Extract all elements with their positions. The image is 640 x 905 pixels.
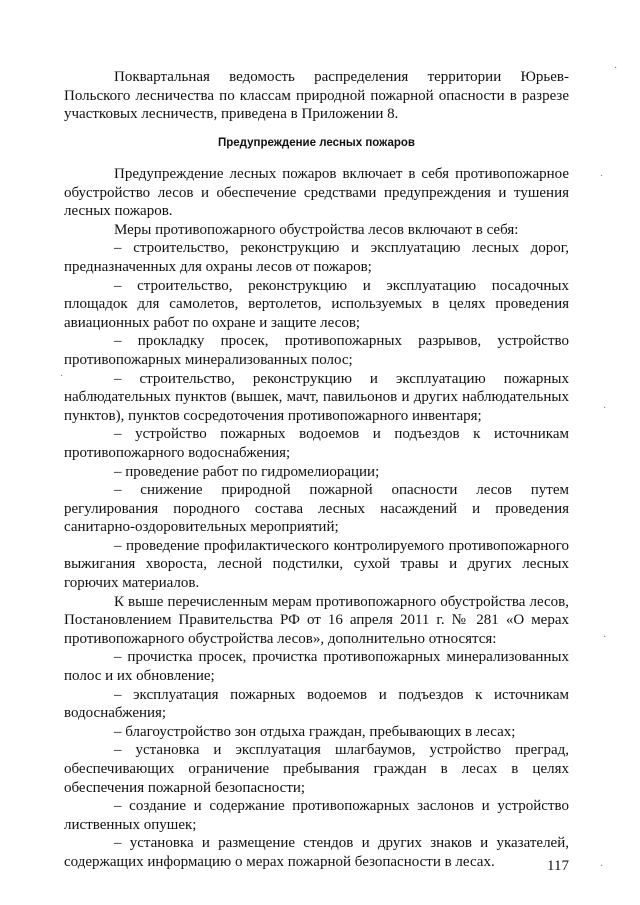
body-text (64, 165, 569, 872)
list-item: – строительство, реконструкцию и эксплуатацию посадочных площадок для самолетов, вертолетов, используемых в целях проведения авиационных работ по охране и защите лесов; (64, 277, 569, 331)
intro-block (64, 68, 569, 124)
list-item: – проведение профилактического контролируемого противопожарного выжигания хвороста, лесной подстилки, сухой травы и других лесных горючих материалов. (64, 537, 569, 592)
list-item: – строительство, реконструкцию и эксплуатацию пожарных наблюдательных пунктов (вышек, мачт, павильонов и других наблюдательных пунктов), пунктов сосредоточения противопожарного инвентаря; (64, 370, 569, 424)
list-item: – установка и эксплуатация шлагбаумов, устройство преград, обеспечивающих ограничение пребывания граждан в лесах в целях обеспечения пожарной безопасности; (64, 742, 569, 796)
scan-speck: · (614, 63, 618, 74)
list-item: – строительство, реконструкцию и эксплуатацию лесных дорог, предназначенных для охраны лесов от пожаров; (64, 240, 569, 275)
scan-speck: · (603, 403, 607, 414)
page-number: 117 (547, 858, 569, 874)
scan-speck: · (600, 171, 604, 182)
paragraph: К выше перечисленным мерам противопожарного обустройства лесов, Постановлением Правительства РФ от 16 апреля 2011 г. № 281 «О мерах противопожарного обустройства лесов», дополнительно относятся: (64, 593, 569, 647)
list-item: – прочистка просек, прочистка противопожарных минерализованных полос и их обновление; (64, 649, 569, 685)
scan-speck: · (603, 632, 607, 643)
scan-speck: · (60, 371, 64, 382)
list-item: – устройство пожарных водоемов и подъездов к источникам противопожарного водоснабжения; (64, 426, 569, 461)
list-item: – проведение работ по гидромелиорации; (114, 463, 380, 480)
section-heading: Предупреждение лесных пожаров (218, 137, 415, 149)
list-item: – создание и содержание противопожарных заслонов и устройство лиственных опушек; (64, 798, 569, 833)
paragraph: Меры противопожарного обустройства лесов включают в себя: (114, 221, 519, 238)
list-item: – прокладку просек, противопожарных разрывов, устройство противопожарных минерализованных полос; (64, 333, 569, 368)
intro-paragraph: Поквартальная ведомость распределения территории Юрьев- Польского лесничества по классам природной пожарной опасности в разрезе участковых лесничеств, приведена в Приложении 8. (64, 69, 569, 123)
list-item: – благоустройство зон отдыха граждан, пребывающих в лесах; (114, 723, 516, 740)
list-item: – эксплуатация пожарных водоемов и подъездов к источникам водоснабжения; (64, 686, 569, 722)
scan-speck: · (600, 861, 604, 872)
list-item: – снижение природной пожарной опасности лесов путем регулирования породного состава лесных насаждений и проведения санитарно-оздоровительных мероприятий; (64, 482, 569, 536)
paragraph: Предупреждение лесных пожаров включает в себя противопожарное обустройство лесов и обеспечение средствами предупреждения и тушения лесных пожаров. (64, 166, 569, 220)
list-item: – установка и размещение стендов и других знаков и указателей, содержащих информацию о мерах пожарной безопасности в лесах. (64, 835, 569, 870)
